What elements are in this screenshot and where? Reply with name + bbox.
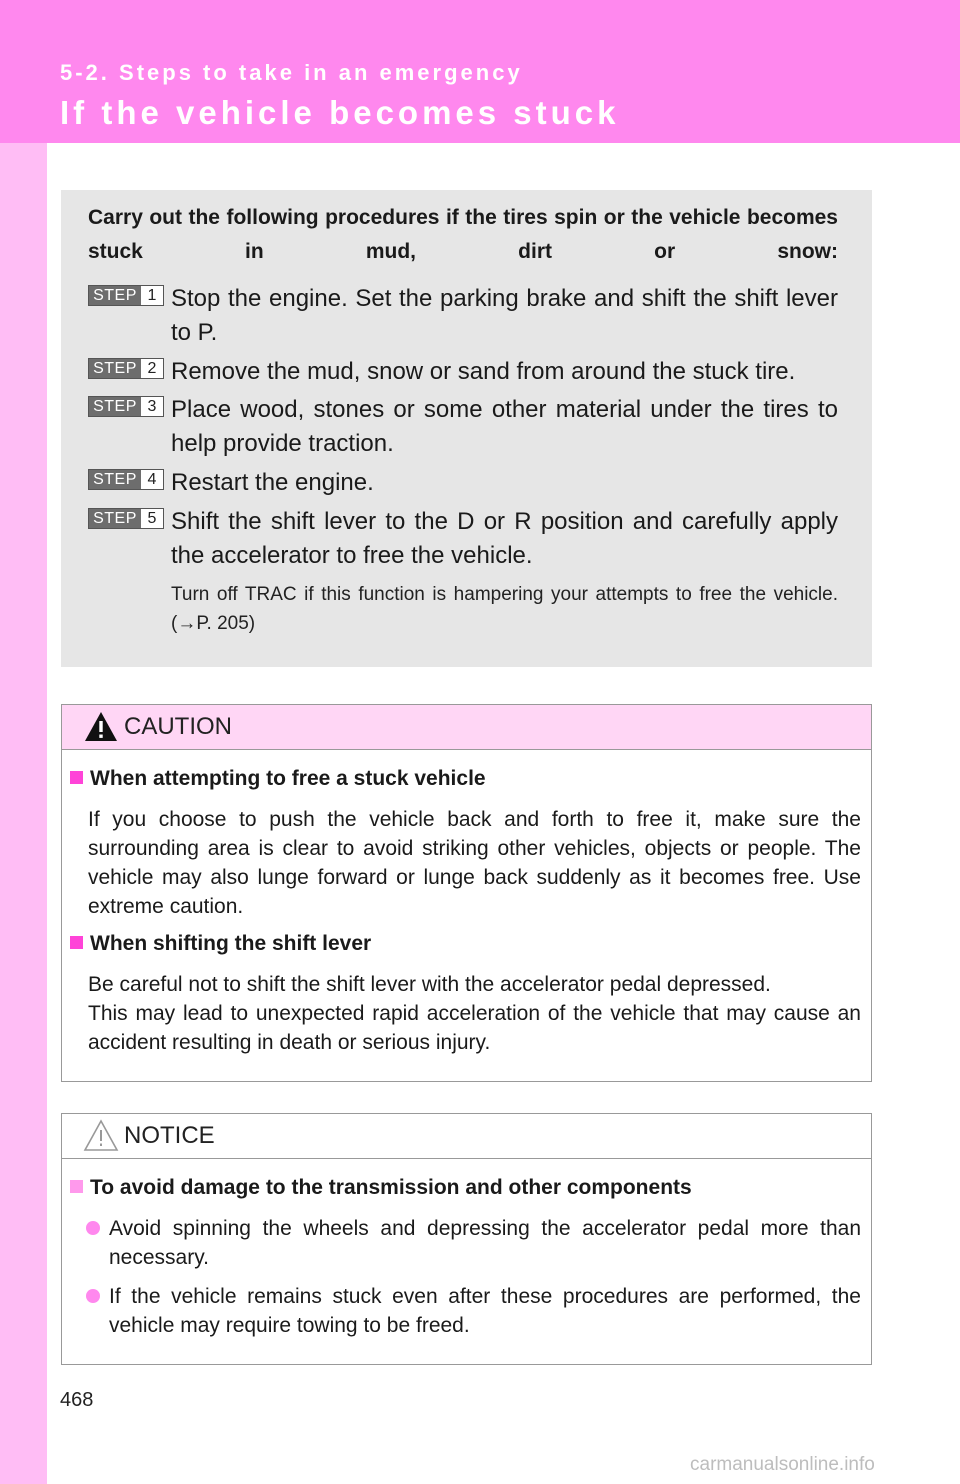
notice-heading	[70, 1176, 692, 1200]
step-number: 3	[141, 397, 163, 416]
caution-paragraph: Be careful not to shift the shift lever with the accelerator pedal depressed.	[88, 973, 771, 996]
side-strip	[0, 143, 47, 1484]
square-bullet-icon	[70, 1180, 83, 1193]
warning-triangle-icon	[82, 708, 120, 744]
caution-heading-text: When attempting to free a stuck vehicle	[90, 767, 486, 790]
step-5	[88, 505, 838, 573]
step-3	[88, 393, 838, 461]
notice-heading-text: To avoid damage to the transmission and other components	[90, 1176, 692, 1199]
caution-heading-1	[70, 767, 486, 791]
step-4	[88, 466, 838, 500]
step-text: Shift the shift lever to the D or R position and carefully apply the accelerator to free the vehicle.	[171, 508, 838, 569]
caution-paragraph: If you choose to push the vehicle back and forth to free it, make sure the surrounding area is clear to avoid striking other vehicles, objects or people. The vehicle may also lunge forward or lunge back suddenly as it becomes free. Use extreme caution.	[88, 808, 861, 918]
caution-heading-2	[70, 932, 371, 956]
circle-bullet-icon	[86, 1289, 100, 1303]
notice-header	[62, 1114, 871, 1159]
notice-label: NOTICE	[124, 1122, 215, 1149]
warning-triangle-outline-icon	[82, 1117, 120, 1153]
step-2	[88, 355, 838, 389]
square-bullet-icon	[70, 936, 83, 949]
caution-paragraph: This may lead to unexpected rapid acceleration of the vehicle that may cause an accident resulting in death or serious injury.	[88, 1002, 861, 1054]
step-badge	[88, 396, 164, 417]
step-badge	[88, 285, 164, 306]
notice-bullet	[88, 1214, 861, 1272]
step-badge	[88, 358, 164, 379]
circle-bullet-icon	[86, 1221, 100, 1235]
trac-note: Turn off TRAC if this function is hampering your attempts to free the vehicle. (→P. 205)	[171, 584, 838, 634]
page-title: If the vehicle becomes stuck	[60, 94, 620, 131]
section-label: 5-2. Steps to take in an emergency	[60, 60, 523, 85]
notice-bullet-text: Avoid spinning the wheels and depressing the accelerator pedal more than necessary.	[109, 1217, 861, 1269]
step-badge	[88, 469, 164, 490]
step-word: STEP	[89, 509, 141, 528]
caution-header	[62, 705, 871, 750]
step-badge	[88, 508, 164, 529]
step-word: STEP	[89, 397, 141, 416]
procedure-intro: Carry out the following procedures if the tires spin or the vehicle becomes stuck in mud, dirt or snow:	[88, 206, 838, 263]
caution-heading-text: When shifting the shift lever	[90, 932, 372, 955]
page-header	[0, 0, 960, 143]
watermark: carmanualsonline.info	[690, 1454, 875, 1475]
square-bullet-icon	[70, 771, 83, 784]
step-word: STEP	[89, 286, 141, 305]
step-number: 1	[141, 286, 163, 305]
step-number: 4	[141, 470, 163, 489]
step-word: STEP	[89, 359, 141, 378]
step-word: STEP	[89, 470, 141, 489]
step-text: Restart the engine.	[171, 469, 374, 496]
step-1	[88, 282, 838, 350]
caution-label: CAUTION	[124, 713, 232, 740]
step-text: Place wood, stones or some other material under the tires to help provide traction.	[171, 396, 838, 457]
step-number: 5	[141, 509, 163, 528]
step-text: Stop the engine. Set the parking brake and shift the shift lever to P.	[171, 285, 838, 346]
page-number: 468	[60, 1389, 94, 1411]
step-text: Remove the mud, snow or sand from around the stuck tire.	[171, 358, 796, 385]
notice-bullet-text: If the vehicle remains stuck even after these procedures are performed, the vehicle may require towing to be freed.	[109, 1285, 861, 1337]
notice-bullet	[88, 1282, 861, 1340]
step-number: 2	[141, 359, 163, 378]
